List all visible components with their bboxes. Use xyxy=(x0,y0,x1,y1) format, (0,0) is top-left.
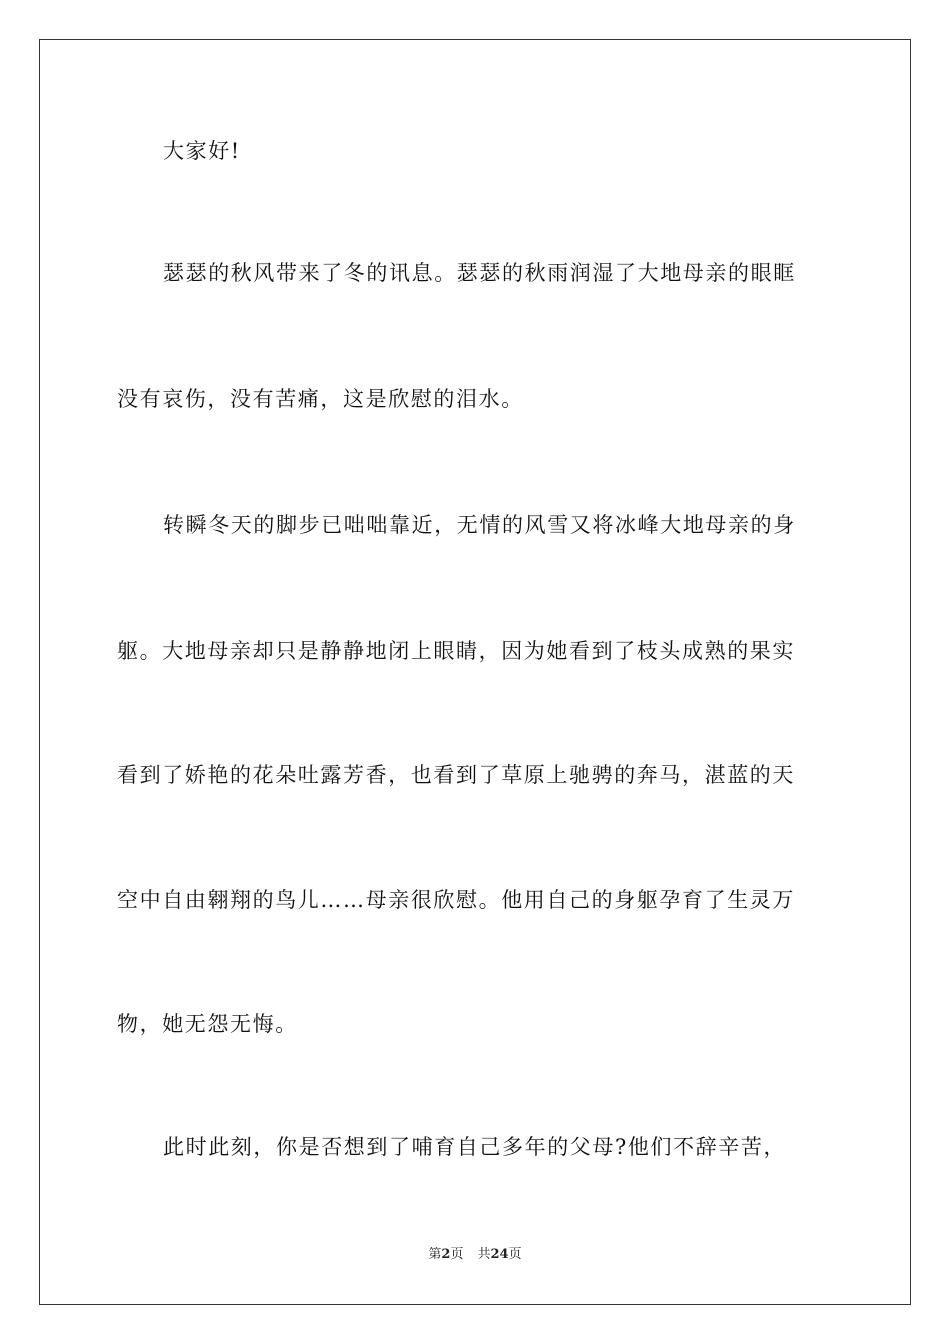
paragraph-line: 没有哀伤，没有苦痛，这是欣慰的泪水。 xyxy=(117,387,524,411)
paragraph-line: 空中自由翱翔的鸟儿……母亲很欣慰。他用自己的身躯孕育了生灵万 xyxy=(117,888,795,912)
greeting-line: 大家好! xyxy=(163,139,241,163)
paragraph-line: 转瞬冬天的脚步已咄咄靠近，无情的风雪又将冰峰大地母亲的身 xyxy=(163,513,796,537)
paragraph-line: 物，她无怨无悔。 xyxy=(117,1012,298,1036)
footer-total-prefix: 共 xyxy=(477,1247,491,1262)
paragraph-line: 瑟瑟的秋风带来了冬的讯息。瑟瑟的秋雨润湿了大地母亲的眼眶 xyxy=(163,261,796,285)
footer-total-pages: 24 xyxy=(490,1247,509,1262)
paragraph-line: 看到了娇艳的花朵吐露芳香，也看到了草原上驰骋的奔马，湛蓝的天 xyxy=(117,763,795,787)
page-border xyxy=(39,39,911,1305)
paragraph-line: 躯。大地母亲却只是静静地闭上眼睛，因为她看到了枝头成熟的果实 xyxy=(117,639,795,663)
paragraph-line: 此时此刻，你是否想到了哺育自己多年的父母?他们不辞辛苦， xyxy=(163,1135,787,1159)
footer-page-prefix: 第 xyxy=(428,1247,442,1262)
footer-page-suffix: 页 xyxy=(450,1247,464,1262)
page-footer xyxy=(0,1246,950,1264)
footer-total-suffix: 页 xyxy=(508,1247,522,1262)
footer-page-number: 2 xyxy=(441,1247,451,1262)
